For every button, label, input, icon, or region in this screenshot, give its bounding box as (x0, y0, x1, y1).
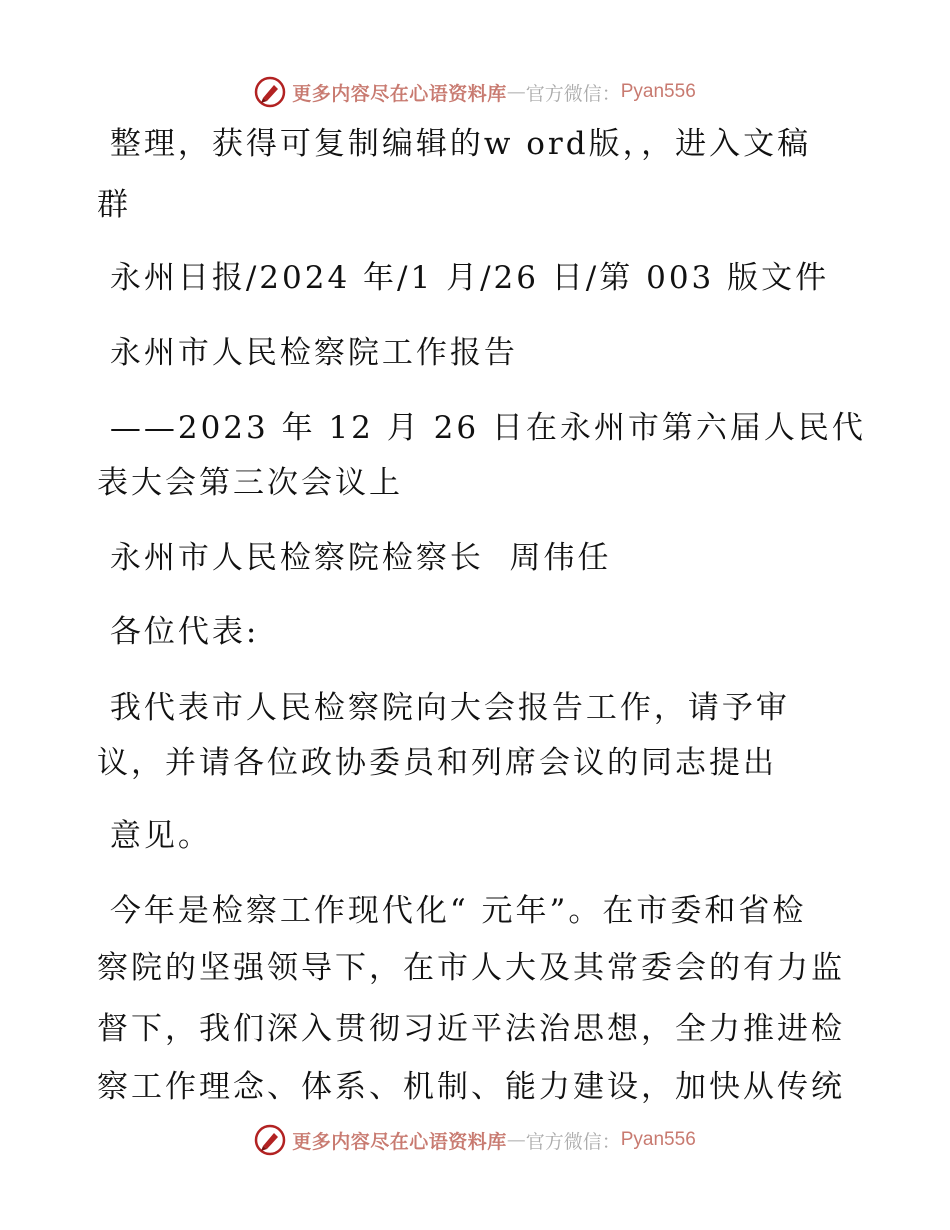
pen-logo-icon (254, 1124, 286, 1156)
watermark-wechat-id: Pyan556 (620, 1129, 696, 1150)
watermark-separator: — (506, 1129, 526, 1151)
body-line: 永州日报/2024 年/1 月/26 日/第 003 版文件 (97, 260, 830, 296)
watermark-label: 官方微信： (525, 1130, 621, 1153)
body-line: 督下，我们深入贯彻习近平法治思想，全力推进检 (97, 1011, 845, 1047)
body-line: 察工作理念、体系、机制、能力建设，加快从传统 (97, 1069, 845, 1105)
author-line: 永州市人民检察院检察长 周伟任 (97, 540, 612, 576)
body-line: 整理，获得可复制编辑的w ord版，，进入文稿 (97, 126, 812, 162)
body-line: ——2023 年 12 月 26 日在永州市第六届人民代 (97, 410, 866, 446)
watermark-header (0, 72, 950, 112)
watermark-label: 官方微信： (525, 82, 621, 105)
watermark-text: 更多内容尽在心语资料库 (292, 1130, 507, 1153)
document-title: 永州市人民检察院工作报告 (97, 335, 518, 371)
watermark-separator: — (506, 81, 526, 103)
body-line: 今年是检察工作现代化“ 元年”。在市委和省检 (97, 893, 807, 929)
pen-logo-icon (254, 76, 286, 108)
body-line: 察院的坚强领导下，在市人大及其常委会的有力监 (97, 950, 845, 986)
body-line: 我代表市人民检察院向大会报告工作，请予审 (97, 690, 790, 726)
body-line: 意见。 (97, 818, 212, 854)
body-line: 群 (97, 187, 131, 223)
watermark-footer (0, 1120, 950, 1160)
salutation: 各位代表: (97, 614, 260, 650)
body-line: 议，并请各位政协委员和列席会议的同志提出 (97, 745, 777, 781)
watermark-text: 更多内容尽在心语资料库 (292, 82, 507, 105)
watermark-wechat-id: Pyan556 (620, 81, 696, 102)
body-line: 表大会第三次会议上 (97, 465, 403, 501)
